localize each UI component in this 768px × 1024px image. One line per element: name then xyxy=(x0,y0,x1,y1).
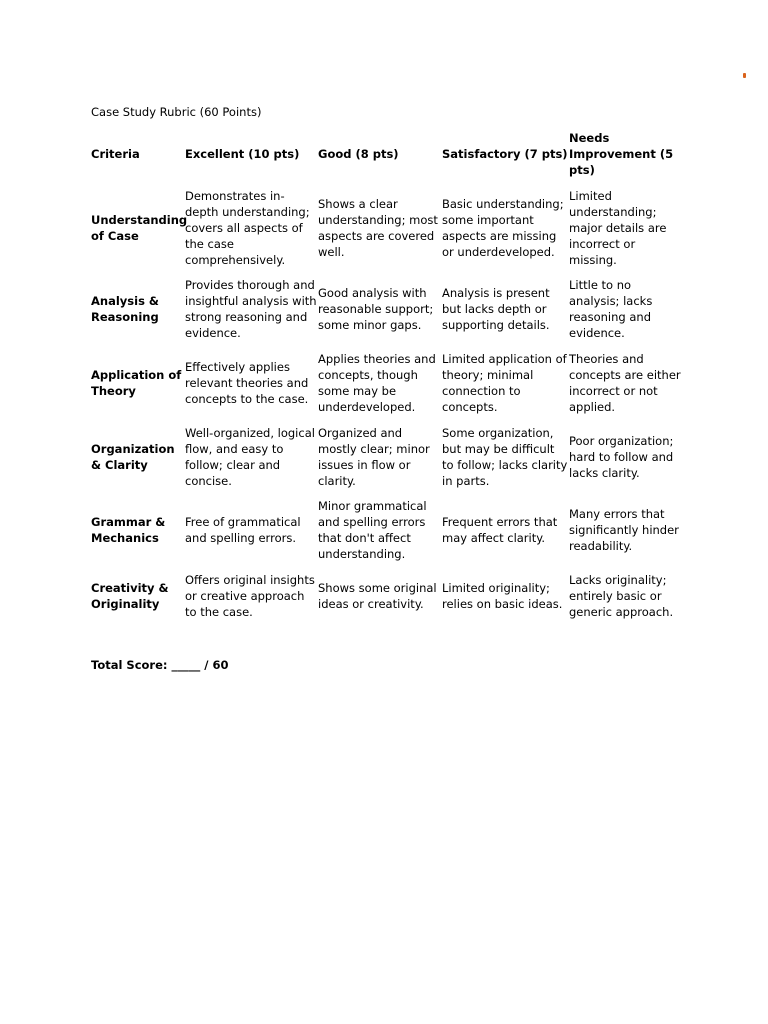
needs-improvement-cell: Lacks originality; entirely basic or generic approach. xyxy=(569,573,674,619)
header-satisfactory: Satisfactory (7 pts) xyxy=(442,147,568,161)
rubric-row-organization xyxy=(91,425,681,489)
header-good: Good (8 pts) xyxy=(318,147,399,161)
good-cell: Minor grammatical and spelling errors that don't affect understanding. xyxy=(318,499,427,561)
excellent-cell: Provides thorough and insightful analysis with strong reasoning and evidence. xyxy=(185,278,317,340)
rubric-header-row xyxy=(91,130,681,178)
satisfactory-cell: Frequent errors that may affect clarity. xyxy=(442,515,558,545)
orange-mark xyxy=(743,73,746,78)
good-cell: Good analysis with reasonable support; some minor gaps. xyxy=(318,286,434,332)
rubric-row-analysis xyxy=(91,277,681,341)
criterion-label: Organization & Clarity xyxy=(91,442,175,472)
needs-improvement-cell: Limited understanding; major details are incorrect or missing. xyxy=(569,189,667,267)
header-needs-improvement: Needs Improvement (5 pts) xyxy=(569,131,674,177)
good-cell: Applies theories and concepts, though some may be underdeveloped. xyxy=(318,352,436,414)
document-title: Case Study Rubric (60 Points) xyxy=(91,105,262,119)
good-cell: Shows a clear understanding; most aspects are covered well. xyxy=(318,197,438,259)
excellent-cell: Offers original insights or creative approach to the case. xyxy=(185,573,315,619)
excellent-cell: Free of grammatical and spelling errors. xyxy=(185,515,301,545)
needs-improvement-cell: Poor organization; hard to follow and lacks clarity. xyxy=(569,434,674,480)
satisfactory-cell: Limited application of theory; minimal connection to concepts. xyxy=(442,352,567,414)
criterion-label: Understanding of Case xyxy=(91,213,188,243)
excellent-cell: Well-organized, logical flow, and easy to follow; clear and concise. xyxy=(185,426,315,488)
satisfactory-cell: Analysis is present but lacks depth or supporting details. xyxy=(442,286,550,332)
excellent-cell: Effectively applies relevant theories and concepts to the case. xyxy=(185,360,309,406)
satisfactory-cell: Limited originality; relies on basic ideas. xyxy=(442,581,563,611)
criterion-label: Grammar & Mechanics xyxy=(91,515,166,545)
header-excellent: Excellent (10 pts) xyxy=(185,147,300,161)
needs-improvement-cell: Theories and concepts are either incorrect or not applied. xyxy=(569,352,681,414)
good-cell: Shows some original ideas or creativity. xyxy=(318,581,437,611)
criterion-label: Application of Theory xyxy=(91,368,182,398)
rubric-row-understanding xyxy=(91,188,681,268)
satisfactory-cell: Basic understanding; some important aspects are missing or underdeveloped. xyxy=(442,197,564,259)
criterion-label: Analysis & Reasoning xyxy=(91,294,159,324)
satisfactory-cell: Some organization, but may be difficult to follow; lacks clarity in parts. xyxy=(442,426,568,488)
needs-improvement-cell: Little to no analysis; lacks reasoning and evidence. xyxy=(569,278,653,340)
total-score: Total Score: _____ / 60 xyxy=(91,658,229,672)
rubric-row-creativity xyxy=(91,572,681,620)
good-cell: Organized and mostly clear; minor issues in flow or clarity. xyxy=(318,426,430,488)
needs-improvement-cell: Many errors that significantly hinder readability. xyxy=(569,507,679,553)
rubric-row-grammar xyxy=(91,498,681,562)
rubric-row-theory xyxy=(91,351,681,415)
excellent-cell: Demonstrates in-depth understanding; covers all aspects of the case comprehensively. xyxy=(185,189,310,267)
criterion-label: Creativity & Originality xyxy=(91,581,169,611)
header-criteria: Criteria xyxy=(91,147,140,161)
